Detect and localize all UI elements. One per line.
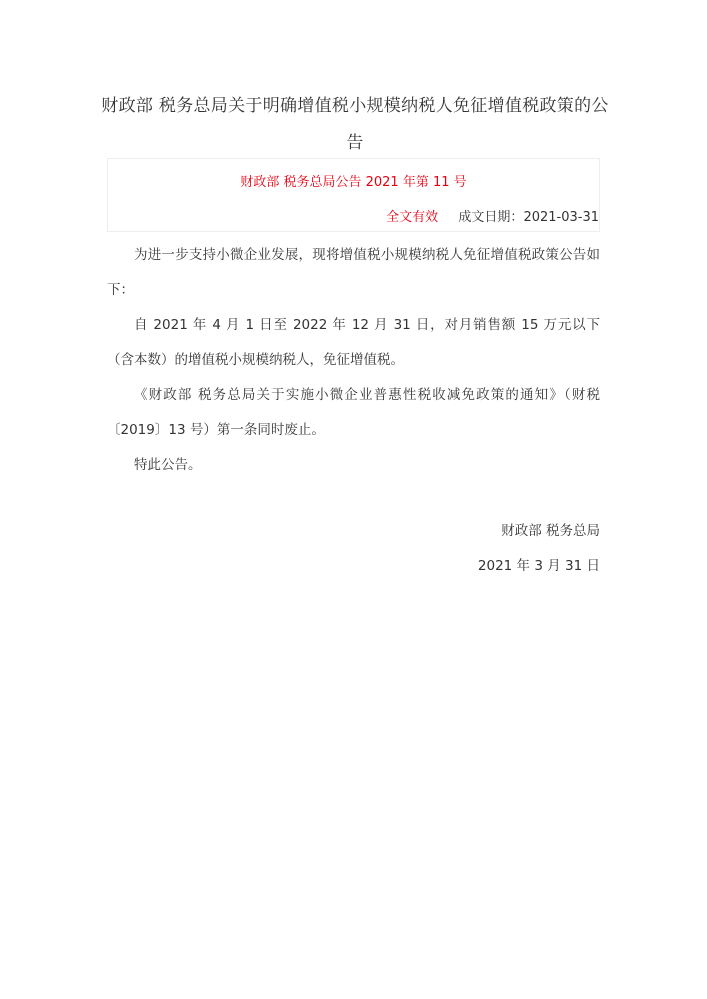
issue-date-value: 2021-03-31 xyxy=(523,210,599,225)
document-info-box xyxy=(107,158,600,232)
body-paragraph-3: 《财政部 税务总局关于实施小微企业普惠性税收减免政策的通知》（财税〔2019〕13 号）第一条同时废止。 xyxy=(107,387,600,438)
document-number: 财政部 税务总局公告 2021 年第 11 号 xyxy=(240,175,467,190)
signature-issuer: 财政部 税务总局 xyxy=(501,523,600,539)
body-paragraph-1: 为进一步支持小微企业发展，现将增值税小规模纳税人免征增值税政策公告如下： xyxy=(107,247,600,298)
status-row xyxy=(386,206,599,225)
validity-status: 全文有效 xyxy=(386,210,439,225)
issue-date-label: 成文日期： xyxy=(458,210,524,225)
document-title: 财政部 税务总局关于明确增值税小规模纳税人免征增值税政策的公告 xyxy=(101,96,609,153)
body-paragraph-2: 自 2021 年 4 月 1 日至 2022 年 12 月 31 日，对月销售额 15 万元以下（含本数）的增值税小规模纳税人，免征增值税。 xyxy=(107,317,600,368)
body-paragraph-4: 特此公告。 xyxy=(134,457,202,473)
signature-block xyxy=(478,514,600,584)
document-body xyxy=(107,238,600,483)
signature-date: 2021 年 3 月 31 日 xyxy=(477,558,600,574)
